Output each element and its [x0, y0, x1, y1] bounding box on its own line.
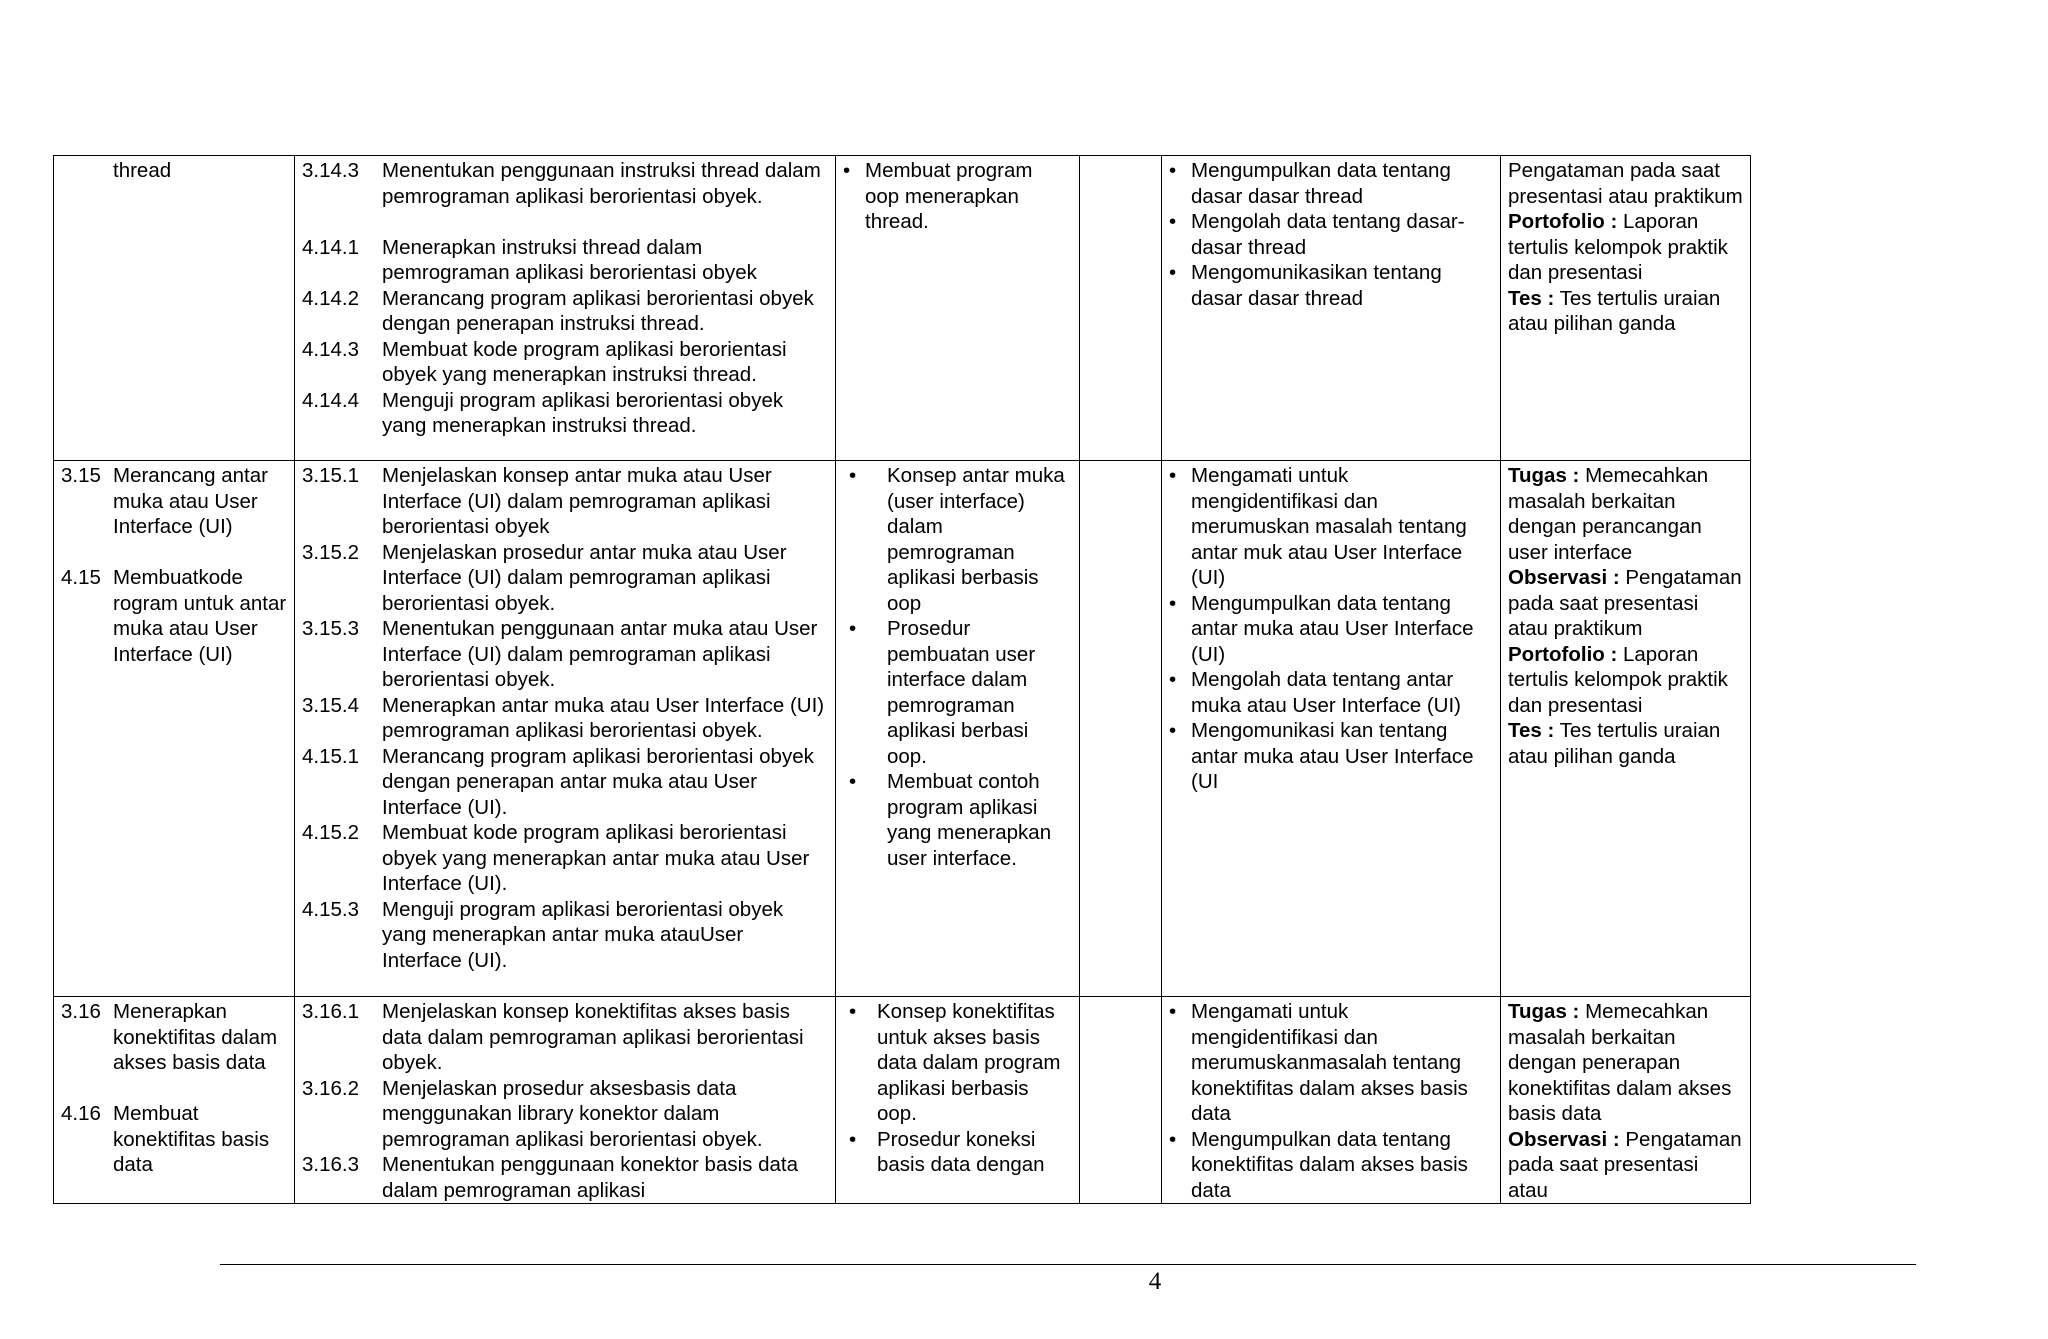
bullet-icon: •: [1169, 464, 1177, 487]
kompetensi-dasar-cell: [54, 156, 295, 461]
materi-item: • Konsep konektifitas untuk akses basis data dalam program aplikasi berbasis oop.: [843, 999, 1072, 1127]
indikator-item: 4.14.1 Menerapkan instruksi thread dalam pemrograman aplikasi berorientasi obyek: [302, 235, 757, 284]
kegiatan-item: • Mengolah data tentang antar muka atau User Interface (UI): [1169, 668, 1462, 717]
kompetensi-dasar-cell: [54, 997, 295, 1204]
kegiatan-cell: [1162, 461, 1501, 997]
bullet-icon: •: [1169, 1000, 1177, 1023]
bullet-icon: •: [1169, 261, 1177, 284]
indikator-item: 3.15.1 Menjelaskan konsep antar muka atau User Interface (UI) dalam pemrograman aplikasi berorientasi obyek: [302, 464, 772, 538]
materi-cell: [836, 156, 1080, 461]
empty-cell: [1080, 997, 1162, 1204]
bullet-icon: •: [849, 464, 857, 487]
materi-item: • Membuat contoh program aplikasi yang menerapkan user interface.: [843, 769, 1072, 871]
table-row: [54, 461, 1751, 997]
indikator-item: 3.16.3 Menentukan penggunaan konektor basis data dalam pemrograman aplikasi: [302, 1153, 799, 1202]
empty-cell: [1080, 461, 1162, 997]
materi-item: • Prosedur pembuatan user interface dalam pemrograman aplikasi berbasi oop.: [843, 616, 1072, 769]
kegiatan-item: • Mengomunikasikan tentang dasar dasar thread: [1169, 261, 1442, 310]
kegiatan-item: • Mengamati untuk mengidentifikasi dan merumuskan masalah tentang antar muk atau User Interface (UI): [1169, 464, 1467, 589]
indikator-item: 3.15.2 Menjelaskan prosedur antar muka atau User Interface (UI) dalam pemrograman aplikasi berorientasi obyek.: [302, 540, 787, 615]
penilaian-item: Observasi : Pengataman pada saat presentasi atau: [1508, 1127, 1742, 1202]
bullet-icon: •: [1169, 719, 1177, 742]
bullet-icon: •: [849, 1127, 857, 1151]
materi-item: • Membuat program oop menerapkan thread.: [843, 159, 1033, 233]
indikator-item: 4.14.2 Merancang program aplikasi berorientasi obyek dengan penerapan instruksi thread.: [302, 286, 814, 335]
penilaian-cell: [1501, 156, 1751, 461]
indikator-item: 4.15.3 Menguji program aplikasi berorientasi obyek yang menerapkan antar muka atauUser Interface (UI).: [302, 897, 784, 972]
bullet-icon: •: [849, 770, 857, 793]
indikator-cell: [295, 461, 836, 997]
bullet-icon: •: [1169, 1127, 1177, 1151]
penilaian-item: Pengataman pada saat presentasi atau praktikum: [1508, 159, 1743, 208]
kompetensi-dasar-item: 3.16 Menerapkan konektifitas dalam akses basis data: [61, 1000, 278, 1074]
table-row: [54, 997, 1751, 1204]
bullet-icon: •: [1169, 668, 1177, 691]
indikator-item: 4.15.2 Membuat kode program aplikasi berorientasi obyek yang menerapkan antar muka atau User Interface (UI).: [302, 821, 810, 895]
bullet-icon: •: [1169, 159, 1177, 182]
bullet-icon: •: [843, 159, 851, 182]
footer-divider: [220, 1264, 1916, 1265]
kegiatan-cell: [1162, 997, 1501, 1204]
kegiatan-item: • Mengolah data tentang dasar-dasar thread: [1169, 210, 1465, 259]
kompetensi-dasar-item: 3.15 Merancang antar muka atau User Interface (UI): [61, 464, 268, 538]
penilaian-item: Portofolio : Laporan tertulis kelompok praktik dan presentasi: [1508, 642, 1728, 717]
syllabus-table: [53, 155, 1751, 1204]
kompetensi-dasar-cell: [54, 461, 295, 997]
kegiatan-item: • Mengamati untuk mengidentifikasi dan merumuskanmasalah tentang konektifitas dalam akses basis data: [1169, 1000, 1468, 1125]
penilaian-item: Portofolio : Laporan tertulis kelompok praktik dan presentasi: [1508, 210, 1728, 284]
indikator-item: 3.14.3 Menentukan penggunaan instruksi thread dalam pemrograman aplikasi berorientasi obyek.: [302, 159, 821, 208]
penilaian-cell: [1501, 461, 1751, 997]
indikator-cell: [295, 997, 836, 1204]
kegiatan-item: • Mengumpulkan data tentang konektifitas dalam akses basis data: [1169, 1127, 1468, 1202]
penilaian-item: Tes : Tes tertulis uraian atau pilihan ganda: [1508, 286, 1721, 335]
bullet-icon: •: [1169, 591, 1177, 615]
indikator-item: 4.14.3 Membuat kode program aplikasi berorientasi obyek yang menerapkan instruksi thread.: [302, 337, 787, 386]
page-number: 4: [1148, 1268, 1162, 1295]
bullet-icon: •: [1169, 210, 1177, 233]
kegiatan-item: • Mengumpulkan data tentang dasar dasar thread: [1169, 159, 1451, 208]
penilaian-item: Tes : Tes tertulis uraian atau pilihan ganda: [1508, 719, 1721, 768]
indikator-item: 3.15.3 Menentukan penggunaan antar muka atau User Interface (UI) dalam pemrograman aplikasi berorientasi obyek.: [302, 617, 818, 691]
materi-cell: [836, 461, 1080, 997]
kompetensi-dasar-item: thread: [113, 159, 172, 182]
kegiatan-item: • Mengumpulkan data tentang antar muka atau User Interface (UI): [1169, 591, 1474, 666]
indikator-item: 4.15.1 Merancang program aplikasi berorientasi obyek dengan penerapan antar muka atau User Interface (UI).: [302, 744, 814, 819]
kompetensi-dasar-item: 4.16 Membuat konektifitas basis data: [61, 1102, 270, 1176]
kompetensi-dasar-item: 4.15 Membuatkode rogram untuk antar muka atau User Interface (UI): [61, 566, 287, 666]
table-row: [54, 156, 1751, 461]
penilaian-item: Observasi : Pengataman pada saat presentasi atau praktikum: [1508, 566, 1742, 640]
indikator-item: 4.14.4 Menguji program aplikasi berorientasi obyek yang menerapkan instruksi thread.: [302, 388, 784, 437]
empty-cell: [1080, 156, 1162, 461]
indikator-item: 3.15.4 Menerapkan antar muka atau User Interface (UI) pemrograman aplikasi berorientasi obyek.: [302, 693, 825, 742]
materi-cell: [836, 997, 1080, 1204]
penilaian-item: Tugas : Memecahkan masalah berkaitan dengan penerapan konektifitas dalam akses basis data: [1508, 1000, 1732, 1125]
materi-item: • Prosedur koneksi basis data dengan: [843, 1127, 1072, 1178]
indikator-cell: [295, 156, 836, 461]
kegiatan-cell: [1162, 156, 1501, 461]
materi-item: • Konsep antar muka (user interface) dalam pemrograman aplikasi berbasis oop: [843, 463, 1072, 616]
kegiatan-item: • Mengomunikasi kan tentang antar muka atau User Interface (UI: [1169, 719, 1474, 793]
indikator-item: 3.16.1 Menjelaskan konsep konektifitas akses basis data dalam pemrograman aplikasi berorientasi obyek.: [302, 1000, 804, 1074]
penilaian-item: Tugas : Memecahkan masalah berkaitan dengan perancangan user interface: [1508, 464, 1709, 564]
penilaian-cell: [1501, 997, 1751, 1204]
indikator-item: 3.16.2 Menjelaskan prosedur aksesbasis data menggunakan library konektor dalam pemrograman aplikasi berorientasi obyek.: [302, 1076, 763, 1151]
bullet-icon: •: [849, 1000, 857, 1023]
bullet-icon: •: [849, 617, 857, 640]
